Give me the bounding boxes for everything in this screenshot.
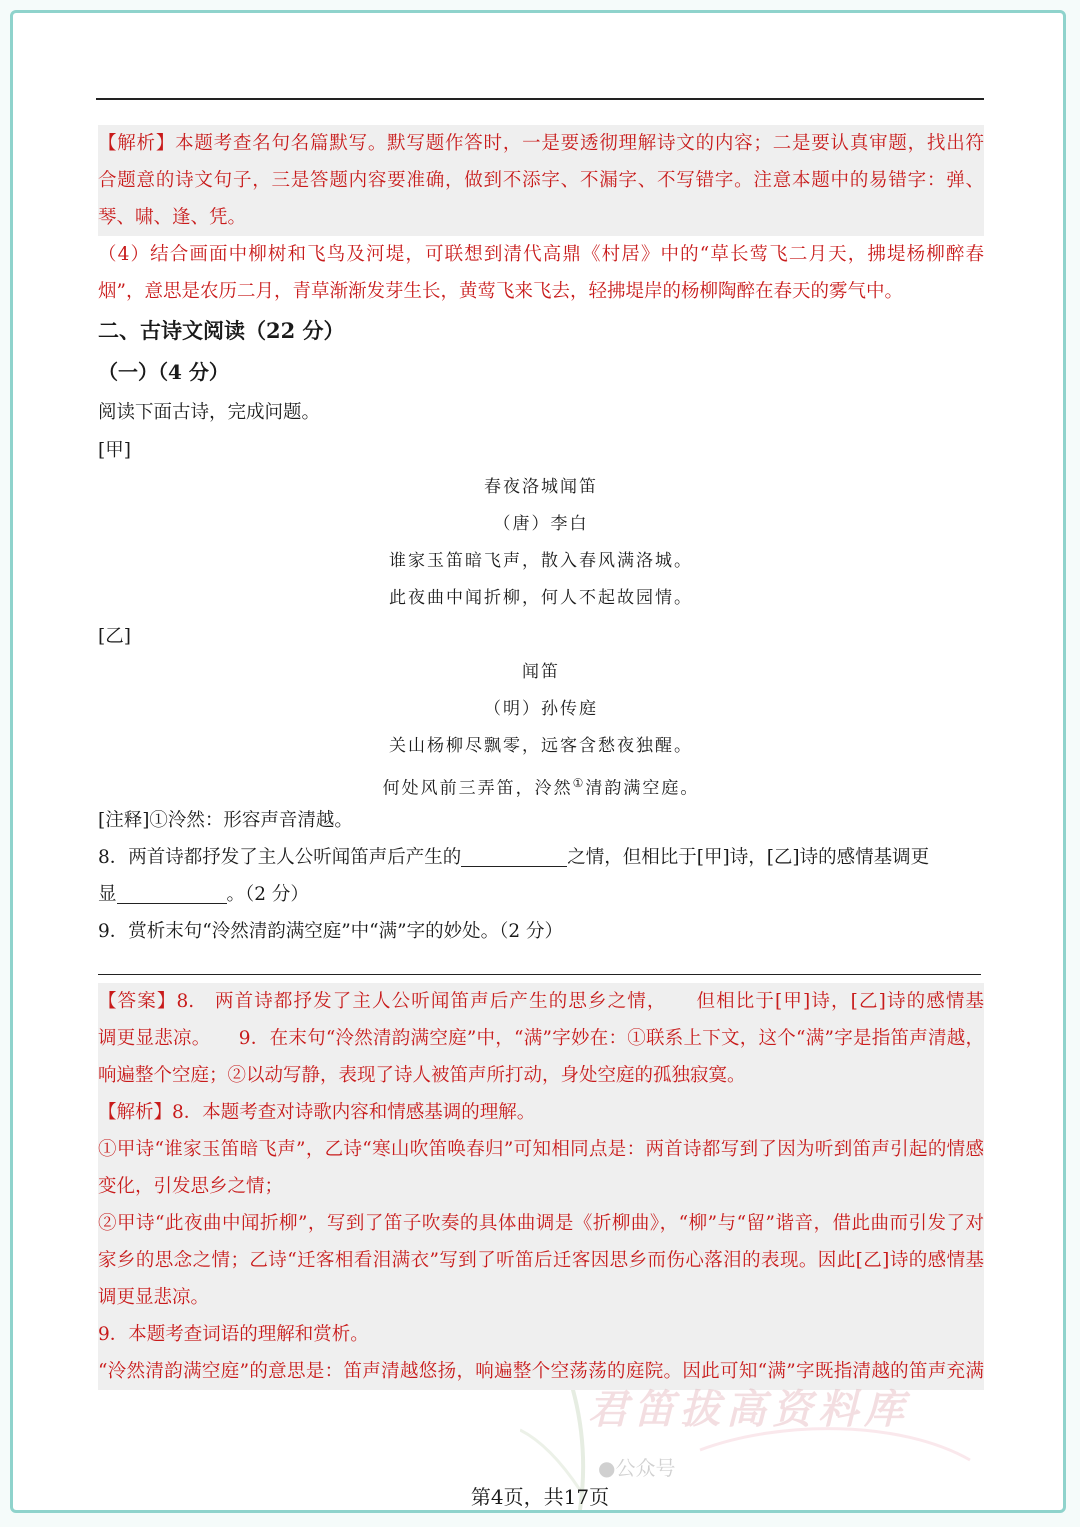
analysis-line: 琴、啸、逢、凭。 xyxy=(98,207,247,228)
question-8-line-1 xyxy=(98,839,984,876)
answer-line: 【答案】8. 两首诗都抒发了主人公听闻笛声后产生的思乡之情， 但相比于[甲]诗，[乙]诗的感情基 xyxy=(98,991,984,1012)
analysis-line: 【解析】本题考查名句名篇默写。默写题作答时，一是要透彻理解诗文的内容；二是要认真审题，找出符 xyxy=(98,133,984,154)
instruction: 阅读下面古诗，完成问题。 xyxy=(98,402,321,423)
question-8-text: 之情，但相比于[甲]诗，[乙]诗的感情基调更 xyxy=(567,847,930,868)
poem-b-line-2-post: 清韵满空庭。 xyxy=(585,778,700,799)
answer-line: 变化，引发思乡之情； xyxy=(98,1176,284,1197)
poem-b-line-2-pre: 何处风前三弄笛，泠然 xyxy=(382,778,573,799)
analysis-line: 烟”，意思是农历二月，青草渐渐发芽生长，黄莺飞来飞去，轻拂堤岸的杨柳陶醉在春天的雾气中。 xyxy=(98,281,903,302)
footnote-marker: ① xyxy=(572,776,586,790)
section-title: 二、古诗文阅读（22 分） xyxy=(98,318,345,343)
watermark-subtext-label: 公众号 xyxy=(615,1456,676,1480)
poem-a-title: 春夜洛城闻笛 xyxy=(484,477,598,497)
watermark-subtext xyxy=(598,1452,675,1481)
answer-blank xyxy=(117,881,227,904)
poem-b-title: 闻笛 xyxy=(522,662,560,682)
question-8-text: 。（2 分） xyxy=(226,884,309,905)
question-8-text: 显 xyxy=(98,884,117,905)
answer-line: 【解析】8．本题考查对诗歌内容和情感基调的理解。 xyxy=(98,1102,536,1123)
answer-line: 调更显悲凉。 9．在末句“泠然清韵满空庭”中，“满”字妙在：①联系上下文，这个“满”字是指笛声清越， xyxy=(98,1028,984,1049)
annotation: [注释]①泠然：形容声音清越。 xyxy=(98,810,353,831)
question-8-text: 8．两首诗都抒发了主人公听闻笛声后产生的 xyxy=(98,847,462,868)
poem-a-line-1: 谁家玉笛暗飞声，散入春风满洛城。 xyxy=(389,551,693,571)
poem-a-line-2: 此夜曲中闻折柳，何人不起故园情。 xyxy=(389,588,693,608)
wechat-icon: ● xyxy=(598,1456,616,1480)
analysis-block-2 xyxy=(98,236,984,310)
answer-line: ②甲诗“此夜曲中闻折柳”，写到了笛子吹奏的具体曲调是《折柳曲》，“柳”与“留”谐音，借此曲而引发了对 xyxy=(98,1213,984,1234)
top-divider xyxy=(96,98,984,100)
analysis-block-1 xyxy=(98,125,984,236)
answer-line: 家乡的思念之情；乙诗“迁客相看泪满衣”写到了听笛后迁客因思乡而伤心落泪的表现。因此[乙]诗的感情基 xyxy=(98,1250,984,1271)
analysis-line: 合题意的诗文句子，三是答题内容要准确，做到不添字、不漏字、不写错字。注意本题中的易错字：弹、 xyxy=(98,170,984,191)
analysis-line: （4）结合画面中柳树和飞鸟及河堤，可联想到清代高鼎《村居》中的“草长莺飞二月天，拂堤杨柳醉春 xyxy=(98,244,984,265)
poem-b-line-1: 关山杨柳尽飘零，远客含愁夜独醒。 xyxy=(389,736,693,756)
answer-line: 响遍整个空庭；②以动写静，表现了诗人被笛声所打动，身处空庭的孤独寂寞。 xyxy=(98,1065,746,1086)
poem-b-author: （明）孙传庭 xyxy=(484,699,598,719)
answer-blank xyxy=(461,844,567,867)
page-footer: 第4页，共17页 xyxy=(470,1485,610,1509)
answer-block xyxy=(98,983,984,1390)
watermark-logo: 君笛拔高资料库 xyxy=(588,1386,910,1433)
poem-b-line-2 xyxy=(98,765,984,802)
poem-b-marker: [乙] xyxy=(98,626,131,647)
poem-a-marker: [甲] xyxy=(98,440,131,461)
answer-line: “泠然清韵满空庭”的意思是：笛声清越悠扬，响遍整个空荡荡的庭院。因此可知“满”字既指清越的笛声充满 xyxy=(98,1361,984,1382)
answer-line: 9．本题考查词语的理解和赏析。 xyxy=(98,1324,369,1345)
question-8-line-2 xyxy=(98,876,984,913)
subsection-title: （一）（4 分） xyxy=(98,360,229,384)
answer-line: 调更显悲凉。 xyxy=(98,1287,210,1308)
answer-line: ①甲诗“谁家玉笛暗飞声”，乙诗“寒山吹笛唤春归”可知相同点是：两首诗都写到了因为听到笛声引起的情感 xyxy=(98,1139,984,1160)
answer-divider xyxy=(98,974,981,975)
question-9: 9．赏析末句“泠然清韵满空庭”中“满”字的妙处。（2 分） xyxy=(98,921,564,942)
poem-a-author: （唐）李白 xyxy=(493,514,589,534)
